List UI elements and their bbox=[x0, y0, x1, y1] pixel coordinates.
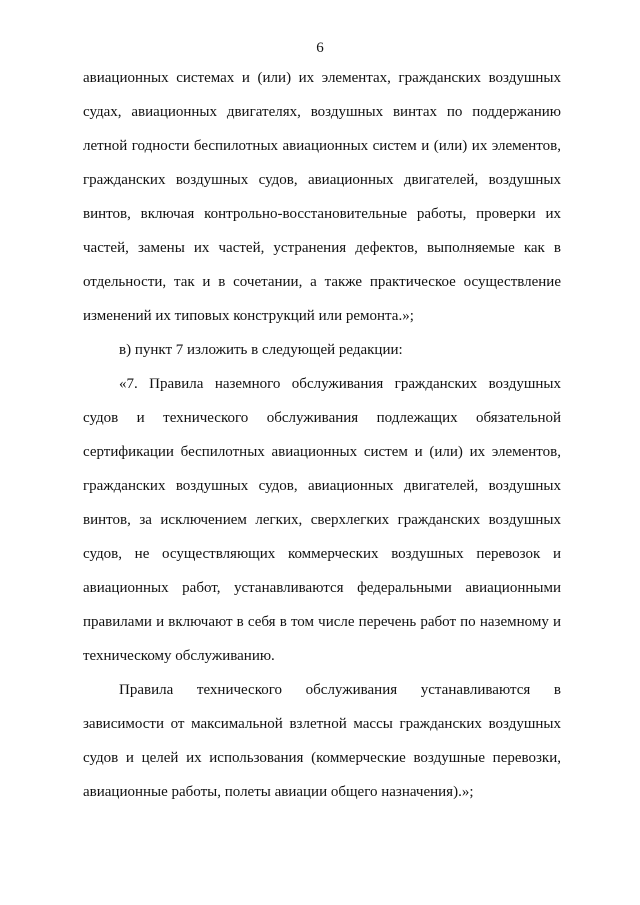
text-line: судов и технического обслуживания подлежащих обязательной bbox=[83, 410, 561, 426]
page-number: 6 bbox=[316, 40, 324, 56]
text-line: гражданских воздушных судов, авиационных двигателей, воздушных bbox=[83, 478, 561, 494]
text-line: винтов, включая контрольно-восстановительные работы, проверки их bbox=[83, 206, 561, 222]
text-line: правилами и включают в себя в том числе перечень работ по наземному и bbox=[83, 614, 561, 630]
text-line: техническому обслуживанию. bbox=[83, 648, 275, 664]
text-line: сертификации беспилотных авиационных систем и (или) их элементов, bbox=[83, 444, 561, 460]
text-line: гражданских воздушных судов, авиационных двигателей, воздушных bbox=[83, 172, 561, 188]
text-line: Правила технического обслуживания устанавливаются в bbox=[119, 682, 561, 698]
document-body bbox=[83, 61, 561, 809]
paragraph-maintenance-rules bbox=[83, 673, 561, 809]
text-line: частей, замены их частей, устранения дефектов, выполняемые как в bbox=[83, 240, 561, 256]
text-line: авиационных работ, устанавливаются федеральными авиационными bbox=[83, 580, 561, 596]
text-line: судов, не осуществляющих коммерческих воздушных перевозок и bbox=[83, 546, 561, 562]
paragraph-item-v bbox=[83, 333, 561, 367]
paragraph-continuation bbox=[83, 61, 561, 333]
text-line: «7. Правила наземного обслуживания гражданских воздушных bbox=[119, 376, 561, 392]
text-line: судов и целей их использования (коммерческие воздушные перевозки, bbox=[83, 750, 561, 766]
text-line: изменений их типовых конструкций или ремонта.»; bbox=[83, 308, 414, 324]
text-line: зависимости от максимальной взлетной массы гражданских воздушных bbox=[83, 716, 561, 732]
text-line: авиационных системах и (или) их элементах, гражданских воздушных bbox=[83, 70, 561, 86]
paragraph-point-7 bbox=[83, 367, 561, 673]
text-line: в) пункт 7 изложить в следующей редакции: bbox=[119, 342, 403, 358]
text-line: винтов, за исключением легких, сверхлегких гражданских воздушных bbox=[83, 512, 561, 528]
text-line: авиационные работы, полеты авиации общего назначения).»; bbox=[83, 784, 474, 800]
text-line: судах, авиационных двигателях, воздушных винтах по поддержанию bbox=[83, 104, 561, 120]
text-line: летной годности беспилотных авиационных систем и (или) их элементов, bbox=[83, 138, 561, 154]
text-line: отдельности, так и в сочетании, а также практическое осуществление bbox=[83, 274, 561, 290]
